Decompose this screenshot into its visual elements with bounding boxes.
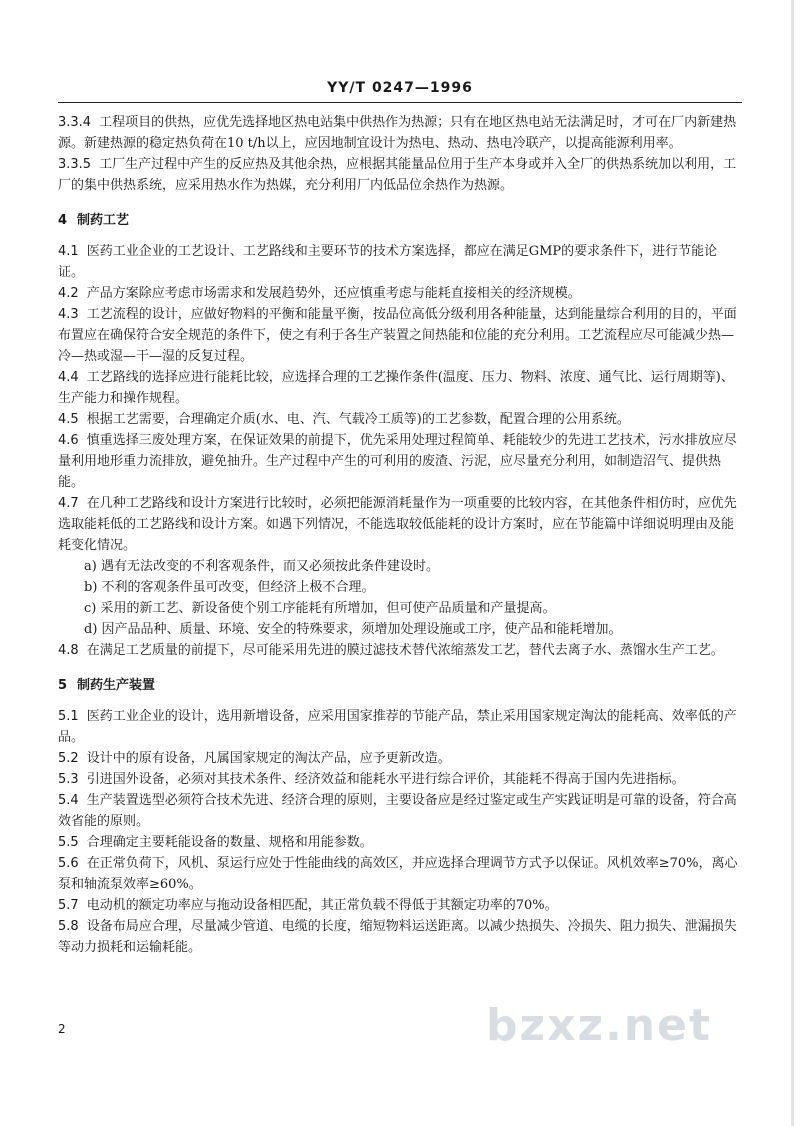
clause-number: 4.3 bbox=[58, 307, 79, 322]
clause-4-5 bbox=[58, 409, 742, 430]
document-body bbox=[58, 112, 742, 958]
clause-4-7 bbox=[58, 493, 742, 556]
clause-text: 合理确定主要耗能设备的数量、规格和用能参数。 bbox=[86, 835, 373, 850]
clause-5-1 bbox=[58, 706, 742, 748]
clause-5-3 bbox=[58, 769, 742, 790]
list-item-a: a) 遇有无法改变的不利客观条件，而又必须按此条件建设时。 bbox=[84, 559, 439, 574]
clause-text: 工程项目的供热，应优先选择地区热电站集中供热作为热源；只有在地区热电站无法满足时，才可在厂内新建热源。新建热源的稳定热负荷在10 t/h以上，应因地制宜设计为热电、热动、热电冷联产，以提高能源利用率。 bbox=[58, 115, 737, 151]
header-rule bbox=[58, 102, 742, 103]
clause-5-2 bbox=[58, 748, 742, 769]
clause-4-8 bbox=[58, 640, 742, 661]
clause-number: 5.3 bbox=[58, 772, 79, 787]
clause-number: 4.5 bbox=[58, 412, 79, 427]
clause-number: 4.2 bbox=[58, 286, 79, 301]
section-number: 4 bbox=[58, 213, 68, 228]
clause-text: 根据工艺需要，合理确定介质(水、电、汽、气载冷工质等)的工艺参数，配置合理的公用系统。 bbox=[86, 412, 630, 427]
clause-4-4 bbox=[58, 367, 742, 409]
clause-number: 3.3.4 bbox=[58, 115, 92, 130]
list-item-b: b) 不利的客观条件虽可改变，但经济上极不合理。 bbox=[84, 580, 375, 595]
list-item-d: d) 因产品品种、质量、环境、安全的特殊要求，须增加处理设施或工序，使产品和能耗增加。 bbox=[84, 622, 622, 637]
standard-code-header: YY/T 0247—1996 bbox=[327, 80, 473, 96]
clause-number: 5.6 bbox=[58, 856, 79, 871]
clause-5-6 bbox=[58, 853, 742, 895]
section-heading-5 bbox=[58, 675, 742, 696]
clause-number: 5.8 bbox=[58, 919, 79, 934]
clause-number: 5.2 bbox=[58, 751, 79, 766]
clause-number: 5.1 bbox=[58, 709, 79, 724]
clause-text: 生产装置选型必须符合技术先进、经济合理的原则，主要设备应是经过鉴定或生产实践证明是可靠的设备，符合高效省能的原则。 bbox=[58, 793, 737, 829]
clause-number: 4.6 bbox=[58, 433, 79, 448]
clause-text: 慎重选择三废处理方案，在保证效果的前提下，优先采用处理过程简单、耗能较少的先进工艺技术，污水排放应尽量利用地形重力流排放，避免抽升。生产过程中产生的可利用的废渣、污泥，应尽量充分利用，如制造沼气、提供热能。 bbox=[58, 433, 737, 490]
clause-3-3-4 bbox=[58, 112, 742, 154]
clause-4-1 bbox=[58, 241, 742, 283]
clause-number: 4.8 bbox=[58, 643, 79, 658]
clause-number: 4.4 bbox=[58, 370, 79, 385]
clause-text: 引进国外设备，必须对其技术条件、经济效益和能耗水平进行综合评价，其能耗不得高于国内先进指标。 bbox=[86, 772, 685, 787]
clause-text: 设备布局应合理，尽量减少管道、电缆的长度，缩短物料运送距离。以减少热损失、冷损失、阻力损失、泄漏损失等动力损耗和运输耗能。 bbox=[58, 919, 737, 955]
clause-5-4 bbox=[58, 790, 742, 832]
clause-text: 工艺路线的选择应进行能耗比较，应选择合理的工艺操作条件(温度、压力、物料、浓度、通气比、运行周期等)、生产能力和操作规程。 bbox=[58, 370, 734, 406]
section-title: 制药生产装置 bbox=[77, 678, 156, 693]
list-item-c: c) 采用的新工艺、新设备使个别工序能耗有所增加，但可使产品质量和产量提高。 bbox=[84, 601, 556, 616]
site-watermark: bzxz.net bbox=[486, 1000, 713, 1051]
clause-text: 产品方案除应考虑市场需求和发展趋势外，还应慎重考虑与能耗直接相关的经济规模。 bbox=[86, 286, 581, 301]
clause-number: 4.1 bbox=[58, 244, 79, 259]
clause-5-7 bbox=[58, 895, 742, 916]
clause-number: 5.7 bbox=[58, 898, 79, 913]
clause-text: 在几种工艺路线和设计方案进行比较时，必须把能源消耗量作为一项重要的比较内容，在其他条件相仿时，应优先选取能耗低的工艺路线和设计方案。如遇下列情况，不能选取较低能耗的设计方案时，应在节能篇中详细说明理由及能耗变化情况。 bbox=[58, 496, 737, 553]
clause-text: 电动机的额定功率应与拖动设备相匹配，其正常负载不得低于其额定功率的70%。 bbox=[86, 898, 558, 913]
clause-4-3 bbox=[58, 304, 742, 367]
clause-number: 5.5 bbox=[58, 835, 79, 850]
clause-3-3-5 bbox=[58, 154, 742, 196]
clause-text: 在正常负荷下，风机、泵运行应处于性能曲线的高效区，并应选择合理调节方式予以保证。风机效率≥70%，离心泵和轴流泵效率≥60%。 bbox=[58, 856, 738, 892]
clause-number: 4.7 bbox=[58, 496, 79, 511]
clause-text: 医药工业企业的设计，选用新增设备，应采用国家推荐的节能产品，禁止采用国家规定淘汰的能耗高、效率低的产品。 bbox=[58, 709, 737, 745]
section-title: 制药工艺 bbox=[77, 213, 130, 228]
clause-text: 工艺流程的设计，应做好物料的平衡和能量平衡，按品位高低分级利用各种能量，达到能量综合利用的目的，平面布置应在确保符合安全规范的条件下，使之有利于各生产装置之间热能和位能的充分利用。工艺流程应尽可能减少热—冷—热或湿—干—湿的反复过程。 bbox=[58, 307, 737, 364]
clause-5-8 bbox=[58, 916, 742, 958]
clause-number: 3.3.5 bbox=[58, 157, 92, 172]
section-heading-4 bbox=[58, 210, 742, 231]
clause-4-6 bbox=[58, 430, 742, 493]
clause-text: 设计中的原有设备，凡属国家规定的淘汰产品，应予更新改造。 bbox=[86, 751, 451, 766]
clause-text: 在满足工艺质量的前提下，尽可能采用先进的膜过滤技术替代浓缩蒸发工艺，替代去离子水、蒸馏水生产工艺。 bbox=[86, 643, 724, 658]
page-number: 2 bbox=[58, 1022, 66, 1036]
clause-5-5 bbox=[58, 832, 742, 853]
clause-text: 医药工业企业的工艺设计、工艺路线和主要环节的技术方案选择，都应在满足GMP的要求条件下，进行节能论证。 bbox=[58, 244, 718, 280]
section-number: 5 bbox=[58, 678, 68, 693]
scan-edge bbox=[791, 0, 794, 1126]
clause-4-2 bbox=[58, 283, 742, 304]
clause-text: 工厂生产过程中产生的反应热及其他余热，应根据其能量品位用于生产本身或并入全厂的供热系统加以利用，工厂的集中供热系统，应采用热水作为热媒，充分利用厂内低品位余热作为热源。 bbox=[58, 157, 737, 193]
clause-number: 5.4 bbox=[58, 793, 79, 808]
